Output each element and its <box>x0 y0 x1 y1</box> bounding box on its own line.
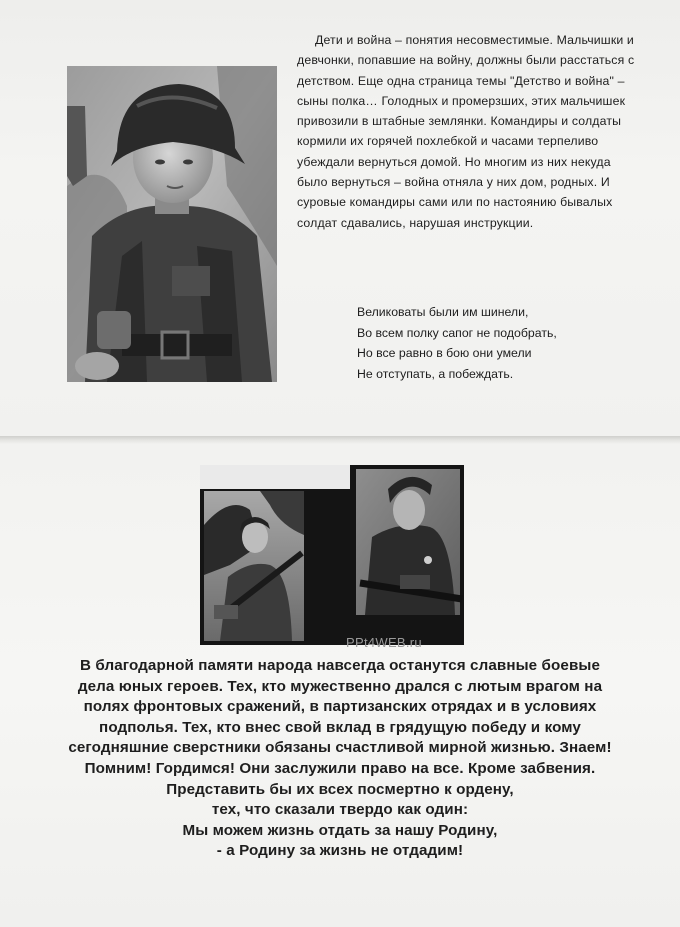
intro-paragraph: Дети и война – понятия несовместимые. Мальчишки и девчонки, попавшие на войну, должны были расстаться с детством. Еще одна страница темы "Детство и война" – сыны полка… Голодных и промерзших, этих мальчишек привозили в штабные землянки. Командиры и солдаты кормили их горячей похлебкой и часами терпеливо убеждали вернуться домой. Но многим из них некуда было вернуться – война отняла у них дом, родных. И суровые командиры сами или по настоянию бывалых солдат сдавались, нарушая инструкции. <box>297 33 635 230</box>
poem-line: Великоваты были им шинели, <box>357 305 529 319</box>
intro-text <box>297 30 637 233</box>
verse-line: Представить бы их всех посмертно к ордену, <box>166 780 514 798</box>
watermark-text: PPt4WEB.ru <box>346 635 422 650</box>
poem <box>357 302 657 384</box>
poem-line: Не отступать, а побеждать. <box>357 366 514 381</box>
boy-soldier-helmet-photo <box>67 66 277 382</box>
page-fold <box>0 436 680 444</box>
poem-line: Во всем полку сапог не подобрать, <box>357 325 557 340</box>
poem-line: Но все равно в бою они умели <box>357 346 532 360</box>
verse-line: - а Родину за жизнь не отдадим! <box>216 842 464 860</box>
verse-line: Мы можем жизнь отдать за нашу Родину, <box>182 821 498 839</box>
verse-line: тех, что сказали твердо как один: <box>211 801 469 819</box>
closing-text <box>60 656 620 862</box>
young-soldiers-collage-photo <box>200 465 464 645</box>
closing-paragraph: В благодарной памяти народа навсегда останутся славные боевые дела юных героев. Тех, кто мужественно дрался с лютым врагом на полях фронтовых сражений, в партизанских отрядах и в условиях подполья. Тех, кто внес свой вклад в грядущую победу и кому сегодняшние сверстники обязаны счастливой мирной жизнью. Знаем! Помним! Гордимся! Они заслужили право на все. Кроме забвения. <box>68 657 612 777</box>
